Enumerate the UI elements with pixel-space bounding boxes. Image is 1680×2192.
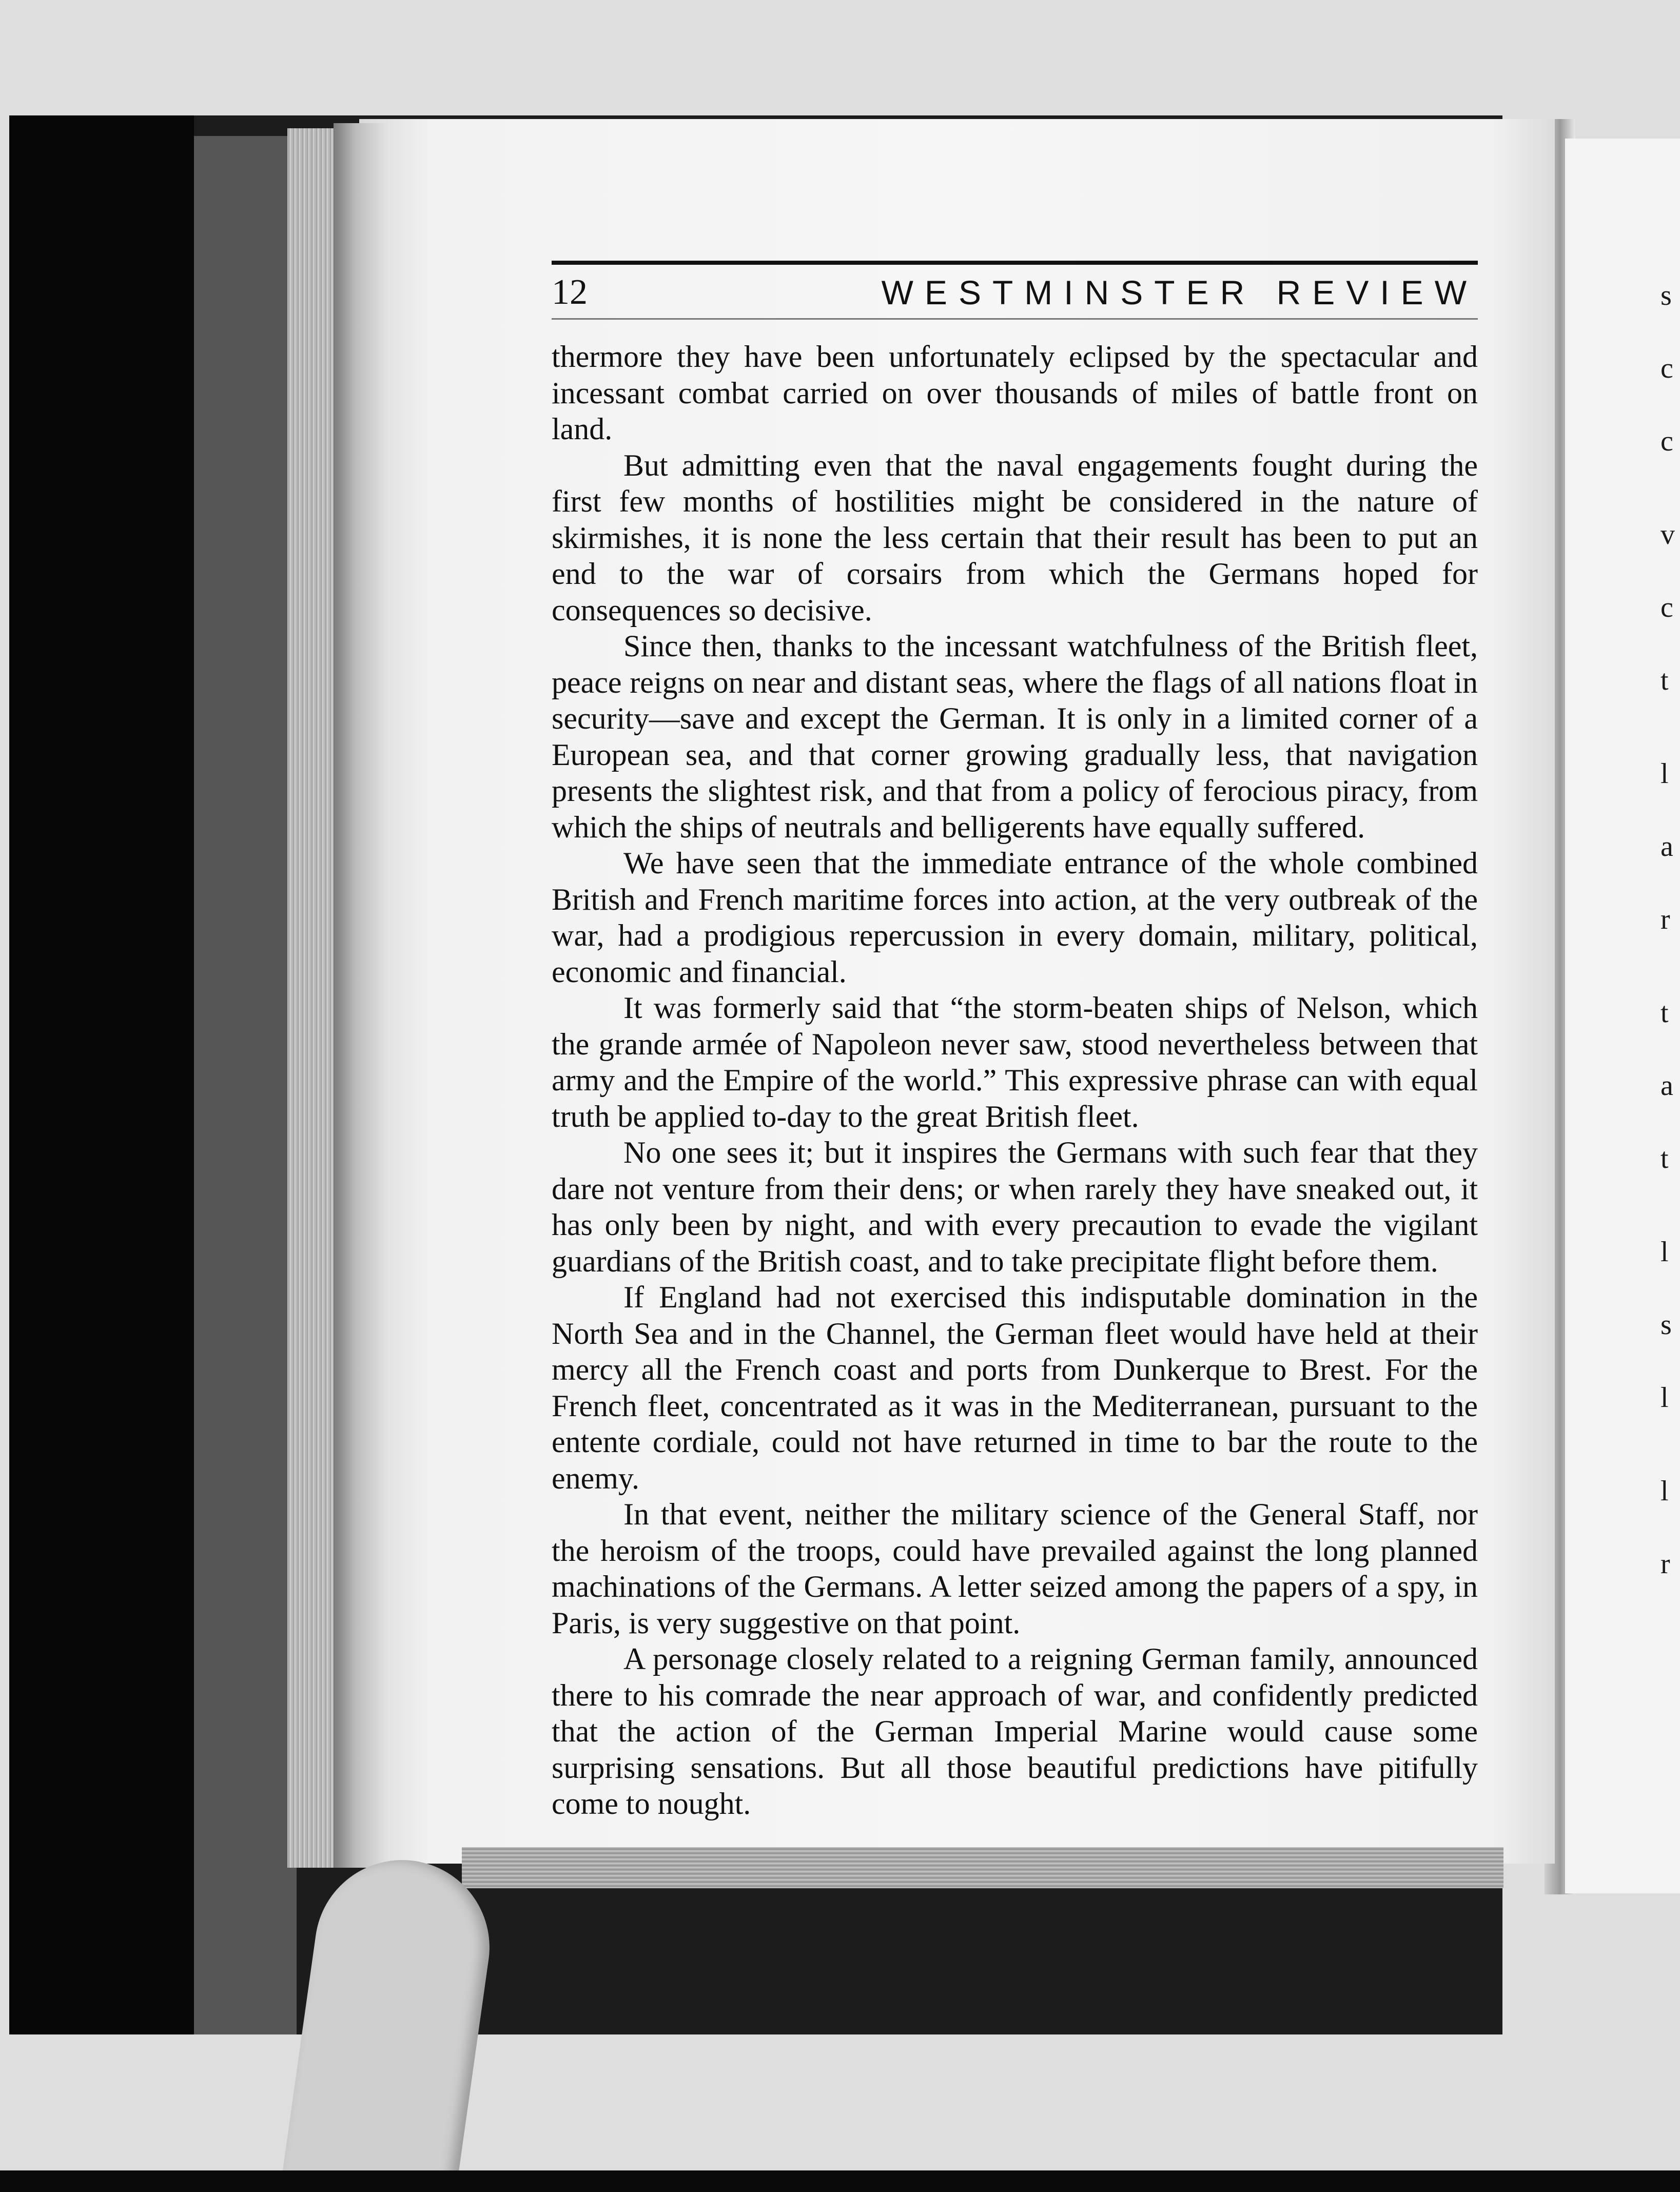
scan-bottom-border: [0, 2170, 1680, 2192]
facing-page-letter: r: [1661, 904, 1670, 935]
facing-page-letter: l: [1661, 1475, 1669, 1507]
paragraph: But admitting even that the naval engagements fought during the first few months of hostilities might be considered in the nature of skirmishes, it is none the less certain that their result has been to put an end to the war of corsairs from which the Germans hoped for consequences so decisive.: [552, 448, 1478, 627]
paragraph: thermore they have been unfortunately eclipsed by the spectacular and incessant combat carried on over thousands of miles of battle front on land.: [552, 340, 1478, 446]
facing-page-letter: a: [1661, 831, 1673, 863]
facing-page-letter: c: [1661, 592, 1673, 623]
facing-page-letter: c: [1661, 425, 1673, 457]
facing-page-letter: l: [1661, 758, 1669, 790]
facing-page-letter: l: [1661, 1382, 1669, 1414]
facing-page-letter: c: [1661, 353, 1673, 384]
paragraph: We have seen that the immediate entrance of the whole combined British and French maritime forces into action, at the very outbreak of the war, had a prodigious repercussion in every domain, military, political, economic and financial.: [552, 846, 1478, 989]
paragraph: No one sees it; but it inspires the Germans with such fear that they dare not venture from their dens; or when rarely they have sneaked out, it has only been by night, and with every precaution to evade the vigilant guardians of the British coast, and to take precipitate flight before them.: [552, 1136, 1478, 1278]
facing-page-letter: s: [1661, 280, 1672, 311]
facing-page-letter: s: [1661, 1309, 1672, 1341]
page-edges: [287, 128, 334, 1868]
facing-page-text-fragments: [1661, 277, 1680, 1618]
body-text: [552, 339, 1478, 1822]
facing-page-letter: t: [1661, 664, 1669, 696]
header-rule: [552, 318, 1478, 320]
facing-page-letter: t: [1661, 1143, 1669, 1175]
paragraph: If England had not exercised this indisputable domination in the North Sea and in the Channel, the German fleet would have held at their mercy all the French coast and ports from Dunkerque to Brest. For the French fleet, concentrated as it was in the Mediterranean, pursuant to the entente cordiale, could not have returned in time to bar the route to the enemy.: [552, 1280, 1478, 1495]
facing-page-letter: a: [1661, 1070, 1673, 1102]
paragraph: In that event, neither the military science of the General Staff, nor the heroism of the troops, could have prevailed against the long planned machinations of the Germans. A letter seized among the papers of a spy, in Paris, is very suggestive on that point.: [552, 1497, 1478, 1640]
paragraph: Since then, thanks to the incessant watchfulness of the British fleet, peace reigns on near and distant seas, where the flags of all nations float in security—save and except the German. It is only in a limited corner of a European sea, and that corner growing gradually less, that navigation presents the slightest risk, and that from a policy of ferocious piracy, from which the ships of neutrals and belligerents have equally suffered.: [552, 629, 1478, 844]
facing-page-letter: r: [1661, 1548, 1670, 1580]
paragraph: A personage closely related to a reigning German family, announced there to his comrade the near approach of war, and confidently predicted that the action of the German Imperial Marine would cause some surprising sensations. But all those beautiful predictions have pitifully come to nought.: [552, 1642, 1478, 1821]
paragraph: It was formerly said that “the storm-beaten ships of Nelson, which the grande armée of Napoleon never saw, stood nevertheless between that army and the Empire of the world.” This expressive phrase can with equal truth be applied to-day to the great British fleet.: [552, 991, 1478, 1133]
facing-page-letter: t: [1661, 997, 1669, 1029]
page-header: [552, 261, 1478, 321]
cover-board: [194, 136, 297, 2034]
page-bottom-edges: [462, 1847, 1503, 1888]
facing-page-letter: l: [1661, 1236, 1669, 1268]
facing-page-letter: v: [1661, 519, 1675, 551]
page-number: 12: [552, 272, 588, 312]
book-spine: [9, 115, 194, 2034]
running-title: WESTMINSTER REVIEW: [881, 273, 1478, 311]
page-gutter: [334, 123, 390, 1868]
